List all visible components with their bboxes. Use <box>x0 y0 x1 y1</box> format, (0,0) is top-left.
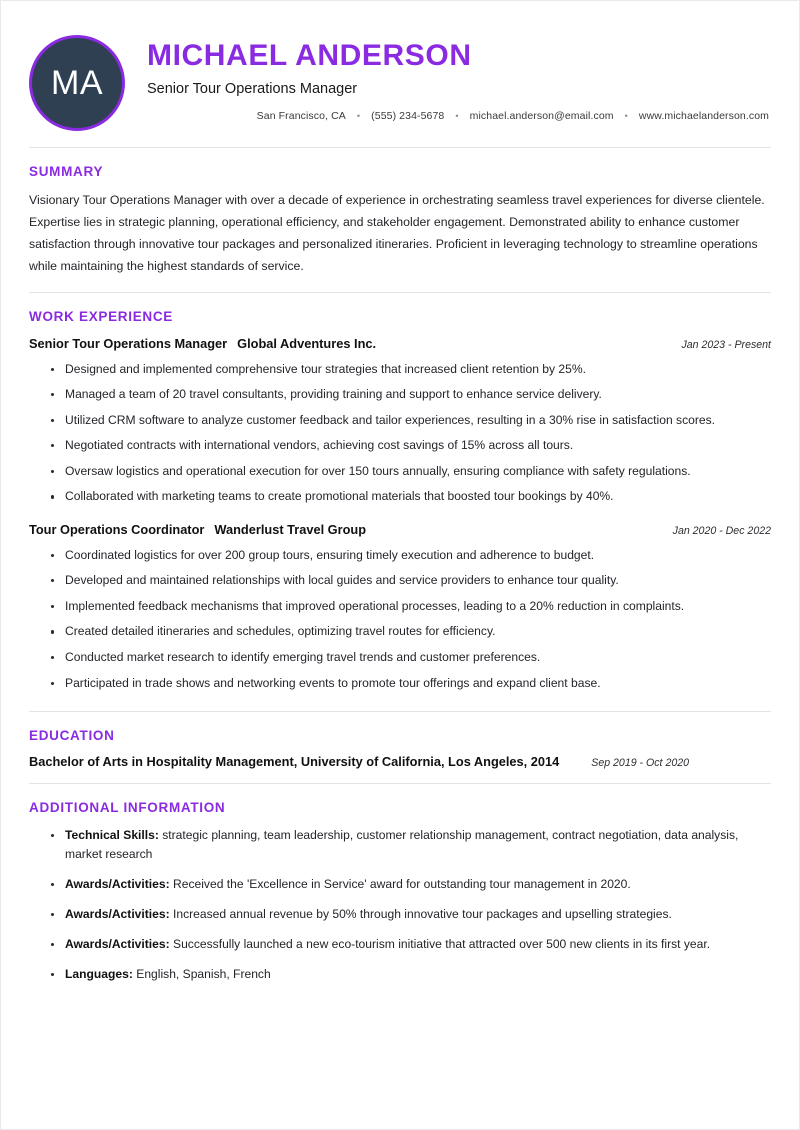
info-value: English, Spanish, French <box>136 967 271 982</box>
job-title-company <box>29 335 376 353</box>
info-label: Technical Skills: <box>65 827 159 842</box>
job-company: Wanderlust Travel Group <box>214 521 367 537</box>
contact-separator-icon: • <box>624 110 628 121</box>
section-title-additional-information: ADDITIONAL INFORMATION <box>29 799 226 815</box>
info-label: Languages: <box>65 967 133 982</box>
job-bullet-list <box>29 546 771 693</box>
list-item: Utilized CRM software to analyze customer feedback and tailor experiences, resulting in a 30% rise in satisfaction scores. <box>51 411 771 430</box>
list-item: Developed and maintained relationships with local guides and service providers to enhance tour quality. <box>51 571 771 590</box>
list-item <box>51 965 771 984</box>
list-item <box>51 826 771 864</box>
job-head <box>29 335 771 353</box>
list-item: Implemented feedback mechanisms that improved operational processes, leading to a 20% reduction in complaints. <box>51 597 771 616</box>
list-item: Oversaw logistics and operational execution for over 150 tours annually, ensuring compliance with safety regulations. <box>51 462 771 481</box>
list-item: Created detailed itineraries and schedules, optimizing travel routes for efficiency. <box>51 622 771 641</box>
additional-information-body <box>29 826 771 999</box>
info-label: Awards/Activities: <box>65 937 170 951</box>
section-title-education: EDUCATION <box>29 727 115 743</box>
work-experience-entry <box>29 335 771 507</box>
contact-location: San Francisco, CA <box>256 110 346 123</box>
contact-separator-icon: • <box>356 110 361 121</box>
info-label: Awards/Activities: <box>65 906 170 921</box>
education-body <box>29 754 771 783</box>
info-value: Successfully launched a new eco-tourism initiative that attracted over 500 new clients in its first year. <box>173 937 711 951</box>
resume-header <box>29 1 771 147</box>
education-dates: Sep 2019 - Oct 2020 <box>591 756 690 769</box>
work-experience-body <box>29 335 771 711</box>
contact-phone[interactable]: (555) 234-5678 <box>371 110 445 123</box>
job-head <box>29 521 771 539</box>
job-title: Senior Tour Operations Manager <box>29 335 228 351</box>
job-dates: Jan 2020 - Dec 2022 <box>672 524 771 537</box>
list-item: Managed a team of 20 travel consultants, providing training and support to enhance service delivery. <box>51 385 771 404</box>
job-headline: Senior Tour Operations Manager <box>147 81 358 97</box>
info-value: Increased annual revenue by 50% through innovative tour packages and upselling strategies. <box>173 906 672 921</box>
work-experience-entry <box>29 521 771 693</box>
contact-separator-icon: • <box>455 110 459 121</box>
contact-website[interactable]: www.michaelanderson.com <box>638 110 769 123</box>
list-item: Collaborated with marketing teams to create promotional materials that boosted tour bookings by 40%. <box>51 487 771 506</box>
list-item: Designed and implemented comprehensive tour strategies that increased client retention by 25%. <box>51 360 771 379</box>
section-title-summary: SUMMARY <box>29 164 104 179</box>
section-summary <box>29 148 771 292</box>
info-label: Awards/Activities: <box>65 876 170 891</box>
list-item <box>51 875 771 894</box>
contact-line <box>147 110 771 122</box>
section-title-work-experience: WORK EXPERIENCE <box>29 308 174 324</box>
job-dates: Jan 2023 - Present <box>681 338 771 351</box>
list-item: Negotiated contracts with international vendors, achieving cost savings of 15% across all tours. <box>51 436 771 455</box>
section-additional-information <box>29 784 771 999</box>
summary-text: Visionary Tour Operations Manager with over a decade of experience in orchestrating seamless travel experiences for diverse clientele. Expertise lies in strategic planning, operational efficiency, and stakeholder engagement. Demonstrated ability to enhance customer satisfaction through innovative tour packages and personalized itineraries. Proficient in leveraging technology to streamline operations while maintaining the highest standards of service. <box>29 193 765 273</box>
job-company: Global Adventures Inc. <box>237 335 377 351</box>
list-item <box>51 905 771 924</box>
header-text-block <box>125 31 771 122</box>
section-work-experience <box>29 293 771 711</box>
job-title-company <box>29 521 366 539</box>
contact-email[interactable]: michael.anderson@email.com <box>469 110 614 123</box>
list-item: Conducted market research to identify emerging travel trends and customer preferences. <box>51 648 771 667</box>
info-value: Received the 'Excellence in Service' award for outstanding tour management in 2020. <box>173 876 631 891</box>
job-bullet-list <box>29 360 771 507</box>
avatar-initials: MA <box>51 64 103 102</box>
education-entry <box>29 754 771 769</box>
section-education <box>29 712 771 783</box>
list-item: Participated in trade shows and networking events to promote tour offerings and expand client base. <box>51 674 771 693</box>
page-title: MICHAEL ANDERSON <box>147 39 472 72</box>
additional-information-list <box>29 826 771 985</box>
info-value: strategic planning, team leadership, customer relationship management, contract negotiation, data analysis, market research <box>65 827 739 861</box>
job-title: Tour Operations Coordinator <box>29 521 205 537</box>
education-degree: Bachelor of Arts in Hospitality Management, University of California, Los Angeles, 2014 <box>29 753 560 769</box>
list-item <box>51 935 771 954</box>
avatar <box>29 35 125 131</box>
list-item: Coordinated logistics for over 200 group tours, ensuring timely execution and adherence to budget. <box>51 546 771 565</box>
summary-body <box>29 190 771 292</box>
